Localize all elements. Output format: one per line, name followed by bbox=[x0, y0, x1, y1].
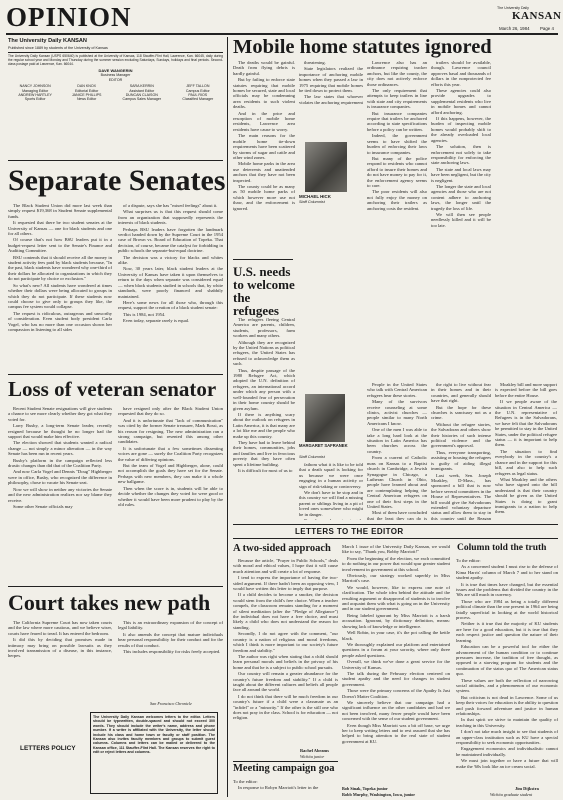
staff-cell: Assistant Editor bbox=[129, 88, 155, 93]
staff-cell: Campus Editor bbox=[185, 88, 210, 93]
editorial-headline: Separate Senates bbox=[8, 164, 226, 197]
paragraph: Neither is it true that the majority of KU students are here for a good education, but it is true that they each respect justice and question the nature of their learning. bbox=[456, 621, 558, 643]
paragraph: The longer the state and local agencies and those who are not content adhere to anchoring laws, the longer until the tragedy the loss of life. bbox=[431, 183, 491, 211]
letter-headline: Meeting campaign goa bbox=[233, 763, 335, 774]
paragraph: Well Robin, in your case, it's the pot calling the kettle black. bbox=[342, 630, 450, 641]
editorial-headline: Court takes new path bbox=[8, 590, 211, 615]
columnist-title: Staff Columnist bbox=[299, 455, 325, 459]
biz-title: Business Manager bbox=[100, 73, 131, 78]
columnist-photo bbox=[305, 142, 347, 192]
paper-name: KANSAN bbox=[512, 10, 562, 22]
paragraph: It requested that there be two student senates at the University of Kansas — one for black students and one for all others. bbox=[8, 220, 112, 237]
editorial-body-col2 bbox=[118, 203, 223, 353]
staff-cell: ANDREW HARTLEY bbox=[18, 92, 52, 97]
letter-body bbox=[456, 558, 558, 784]
paragraph: The deaths would be gainful. Death from flying debris is hardly gainful. bbox=[233, 60, 295, 76]
letters-policy-text: The University Daily Kansan welcomes letters to the editor. Letters should be typewritten, double-spaced and should not exceed 300 words. They should include the writer's name, address and phone number. If a writer is affiliated with the University, the letter should include his class and home town or faculty or staff position. The Kansan also invites faculty members and groups to submit guest columns. Columns and letters can be mailed or delivered to the Kansan office, 111 Stauffer-Flint Hall. The Kansan reserves the right to edit or reject letters and columns. bbox=[93, 715, 215, 755]
letter-signature: Rachel Abrams bbox=[300, 748, 329, 753]
paragraph: This includes responsibility for risks freely accepted. bbox=[123, 649, 221, 655]
paragraph: Those were the primary concerns of the Apathy Is Just Doesn't Matter Coalition. bbox=[342, 688, 450, 699]
staff-box-rule bbox=[8, 52, 223, 53]
paragraph bbox=[299, 518, 363, 520]
paragraph: the right to live without fear in their homes and in their countries, and generally should have that right. bbox=[431, 382, 491, 404]
editorial-headline: Loss of veteran senator bbox=[8, 377, 217, 401]
paper-prefix: The University Daily bbox=[497, 6, 529, 10]
letter-signature: Robb Murphy, Washington, Iowa, junior bbox=[342, 792, 416, 797]
paragraph: The request is ridiculous, outrageous and unworthy of consideration. Even student body president Carla Vogel, who has no more than one occasion shown her compassion in listening to all sides bbox=[8, 310, 112, 332]
paragraph: of a dispute, says she has "mixed feelings" about it. bbox=[123, 203, 218, 208]
paragraph: And now Carla Vogel and Dennis "Doug" Highberger were in office, Busby, who recognized the difference in philosophy, chose to vacate his Senate seat. bbox=[8, 469, 112, 486]
staff-cell: NANCY JOHNSON bbox=[19, 84, 51, 89]
masthead-rule bbox=[6, 33, 558, 35]
issue-date: March 26, 1984 bbox=[499, 26, 530, 31]
paragraph: The decision was a victory for blacks and whites alike. bbox=[118, 254, 223, 266]
letter-signature-sub: Wichita junior bbox=[300, 754, 325, 759]
paragraph: Education can be a powerful tool for either the advancement of the human condition or to continue pressures increase, the tradition of free thought, as opposed to a starving program for students and the continuation of the status quo of The American status quo. bbox=[456, 644, 558, 677]
column-body-col1 bbox=[233, 317, 295, 492]
paragraph: People in the United States who talk with Central American refugees hear these stories. bbox=[367, 382, 427, 398]
paragraph: Secondly, I do not agree with the comment, "our country is a nation of religious and moral freedoms, which I think is more important to our society's future freedom and stability." bbox=[233, 631, 338, 653]
paragraph: March 1 issue of the University Daily Kansan, we would like to say, "Thank you, Bobby Marriott!" bbox=[342, 544, 450, 555]
paragraph: The refugees fleeing Central America are parents, children, students, professors, farm workers and many others. bbox=[233, 317, 295, 339]
paragraph: Because the article, "Prayer in Public Schools," deals with moral and ethical values, I hope that it will cause much attention and will create a lot of response. bbox=[233, 558, 338, 574]
paragraph: So what's new? All students have wondered at times whether their dollars were being allocated to groups in which they do not participate. If these students now could choose to give only to groups they like, the campus fee system would collapse. bbox=[8, 282, 112, 310]
source-credit: San Francisco Chronicle bbox=[150, 701, 192, 706]
divider bbox=[8, 586, 223, 587]
paragraph: The solution, then is enforcement not solely to take responsibility for enforcing the state anchoring laws. bbox=[431, 144, 491, 166]
paragraph: Engagement economics and individualistic cannot be maintained individually. bbox=[456, 746, 558, 757]
staff-cell: Editorial Editor bbox=[74, 88, 99, 93]
paragraph: Being labeled ignorant by Miss Marriott is a harsh accusation. Ignorant, by dictionary definition, means: showing lack of knowledge or intelligence. bbox=[342, 612, 450, 629]
paragraph: Without the refugee stories, the Salvadoran and others show their histories of such intense political violence and the government's approval. bbox=[431, 421, 491, 449]
paragraph: have resigned only after the Black Student Union requested that they do so. bbox=[118, 406, 223, 417]
editorial-body-col2 bbox=[118, 620, 223, 700]
paragraph: Now we will show in neither any victories the Senate and the new administration realizes nor say blame they receive. bbox=[8, 486, 112, 503]
columnist-name: MICHAEL HICK bbox=[299, 194, 331, 199]
paragraph: But the hope for these churches is sanctuary not as a crime. bbox=[431, 404, 491, 421]
paragraph: If a child decides to become a smoker, the decision would stem from the child's free choice. When a teacher compels, the classroom remains standing for a moment of silent meditation (after the "Pledge of Allegiance") the individual does not have a free choice, and must likely a child who does not understand the reason for standing. bbox=[233, 592, 338, 630]
staff-cell: JANICE PHILLIPS bbox=[71, 92, 102, 97]
paragraph: The California Supreme Court has now taken courts and the law where more cautious, and we believe wiser, courts have feared to tread. It has entered the bedroom. bbox=[8, 620, 112, 636]
paragraph: They have had to leave behind their homes, communities, jobs and families and live in ferocious poverty that they have often spent a lifetime building. bbox=[233, 439, 295, 467]
staff-box-heading: The University Daily KANSAN bbox=[8, 38, 87, 44]
paragraph: threatening. bbox=[304, 60, 326, 65]
paragraph: The poor residents will also not fully enjoy the money on anchoring their trailers as anchoring costs the resident. bbox=[367, 189, 427, 211]
paragraph: And in the price and resorption of mobile home residents, Lawrence area residents have cause to worry. bbox=[233, 110, 295, 132]
paragraph: Obviously, our strategy worked superbly in Miss Marriott's case. bbox=[342, 573, 450, 584]
paragraph: Recent Student Senate resignations will give students a chance to see more clearly whether they got what they voted for. bbox=[8, 406, 112, 422]
letter-headline: A two-sided approach bbox=[233, 543, 331, 554]
letters-banner-rule bbox=[233, 524, 558, 525]
paragraph: What surprises us is that this request should come from an organization that supposedly represents the interests of black students. bbox=[118, 209, 223, 226]
paragraph: Here's some news for all those who, through this request, support the creation of a black student senate: bbox=[118, 299, 223, 311]
paragraph: The author was right when stating that a child should learn personal morals and beliefs in the privacy of his home and that he is a subject to public school pursuits. bbox=[233, 653, 338, 670]
letter-body bbox=[233, 558, 338, 746]
paragraph: These agencies could also provide upgrades to supplemental residents who live in mobile homes and cannot afford anchoring. bbox=[431, 88, 491, 115]
paragraph: Busby's platform in the campaign reflected less drastic changes than did that of the Coalition Party. bbox=[8, 457, 112, 469]
page-number: Page 4 bbox=[540, 26, 554, 31]
paragraph: What Moakley and the others who have signed onto the bill understand is that their country should be given as the United States is doing to grant immigrants to a nation to help them. bbox=[495, 476, 557, 515]
paragraph: It is difficult for most of us to bbox=[238, 467, 293, 473]
staff-cell: DAN KNOX bbox=[77, 84, 97, 89]
paragraph: Although they are recognized by the United Nations as political refugees, the United States has refused to acknowledge them as such. bbox=[233, 339, 295, 367]
paragraph: It is unfortunate that a few sometimes dissenting voices are gone — surely the Coalition Party recognizes the value of differing opinions. bbox=[118, 445, 223, 462]
paragraph: Even though Miss Marriott was a bit off base, we urge her to keep writing letters and to rest assured that she has helped to bring attention to the real state of student government at KU. bbox=[342, 722, 450, 744]
divider bbox=[8, 374, 223, 375]
paragraph: Moakley bill and more support is expected before the bill goes before the entire House. bbox=[495, 382, 557, 398]
staff-cell: News Editor bbox=[76, 97, 97, 102]
paragraph: This is an extraordinary expansion of the concept of legal liability. bbox=[118, 620, 223, 631]
paragraph: As a concerned student I must rise to the defense of Kima Harris' column of March 7 and to her stand on student apathy. bbox=[456, 564, 558, 581]
staff-cell: JEFF TALLON bbox=[186, 84, 210, 89]
paragraph: I tend to express the importance of having the two-sided argument. If there hadn't been an opposing view, I would have written this letter to imply that purpose. bbox=[233, 575, 338, 592]
divider bbox=[233, 259, 293, 260]
paragraph: The only requirement that attempts to keep trailers in line with state and city requirements is insurance companies. bbox=[367, 88, 427, 110]
column-body-col2 bbox=[299, 462, 363, 520]
paragraph: We thoroughly explained our platform and entertained questions in a forum at your sorority, where only three people asked questions. bbox=[342, 641, 450, 658]
page-title: OPINION bbox=[6, 2, 132, 32]
staff-cell: Sports Editor bbox=[24, 97, 46, 102]
paragraph: Some other Senate officials may bbox=[13, 503, 73, 509]
column-body-col4 bbox=[431, 382, 491, 520]
editorial-body-col2 bbox=[118, 406, 223, 582]
staff-table bbox=[8, 84, 223, 101]
column-body-col3 bbox=[367, 382, 427, 520]
paragraph: Overall, we think we've done a great service for the University of Kansas. bbox=[342, 659, 450, 670]
letter-signature-sub: Wichita graduate student bbox=[490, 792, 533, 797]
paragraph: Even today, separate rarely is equal. bbox=[123, 318, 190, 324]
paragraph: We don't have to be stop and in this country we will find a missing parent or siblings living in a pit of loved ones somewhere who might be in danger. bbox=[299, 490, 363, 517]
paragraph: The county could be as many as 50 mobile home parks of which however more use not thaw, and the enforcement is ignored. bbox=[233, 183, 295, 211]
paragraph: But insurance companies require that trailers be anchored according to state specifications before a policy can be written. bbox=[367, 110, 427, 132]
paragraph: Perhaps BSU leaders have forgotten the landmark verdict handed down by the Supreme Court in the 1954 case of Brown vs. Board of Education of Topeka. That decision, of course, became the catalyst for forbidding in public schools the separate-but-equal doctrine. bbox=[118, 226, 223, 254]
paragraph: In that spirit we strive to maintain the quality of teaching in this University. bbox=[456, 717, 558, 728]
column-headline: U.S. needs to welcome the refugees bbox=[233, 264, 295, 318]
paragraph: State legislators realized the importance of anchoring mobile homes when they passed a law in 1975 requiring that mobile homes be tied down to protect them. bbox=[299, 66, 363, 94]
paragraph: Those who are 1984 as being a totally different political climate than the one present in 1964 are being fatally superficial in looking at the world historical process. bbox=[456, 598, 558, 621]
letter-signature: Jim Dijkstra bbox=[515, 786, 539, 791]
staff-cell: Managing Editor bbox=[22, 88, 49, 93]
staff-cell: Campus Sales Manager bbox=[122, 97, 162, 102]
divider bbox=[233, 761, 338, 762]
paragraph: From a current of Catholic nuns on Kansas to a Baptist church in Cambridge, a Jewish Synagogue in Chicago, a Lutheran Church in Ohio, people have learned about and are contemplating helping the Central American refugees on one of their first steps in the United States. bbox=[367, 455, 427, 509]
paragraph: But many of the police respond to residents who cannot afford to insure their homes and do not have money to pay for it, the enforcement agency seems to care. bbox=[367, 155, 427, 188]
columnist-name: MARGARET SAFRANEK bbox=[299, 443, 348, 448]
staff-cell: DUNCAN CLAISON bbox=[125, 92, 158, 97]
paragraph: fathom what it is like to be told that a death squad is looking for us because we were once engaging in a human activity or sign of risk-taking or controversy. bbox=[299, 462, 363, 489]
letter-signature: Bob Sinak, Topeka junior bbox=[342, 786, 388, 791]
paragraph: In response to Robyn Marriott's letter in the bbox=[238, 785, 319, 791]
paragraph: To the editor: bbox=[456, 558, 481, 563]
letter-body bbox=[342, 544, 450, 784]
paragraph: We will then see people needlessly killed and it will be too late. bbox=[431, 211, 491, 228]
staff-cell: Classified Manager bbox=[182, 97, 214, 102]
staff-box bbox=[8, 37, 223, 155]
paragraph: We must join together or have a future that will make the '60s look like an ice cream social. bbox=[456, 758, 558, 769]
editorial-body-col1 bbox=[8, 406, 112, 582]
paragraph: The situation to find everybody in the country's a chance and in the support for this bill, and also to help such refugees as legal status. bbox=[495, 448, 557, 476]
paragraph: Mobile home parks in the area use deterrents and unattended anchors that they have not been inspected. bbox=[233, 161, 295, 183]
paragraph: Most of them have concluded that the least they can do is bbox=[367, 510, 427, 520]
paragraph: Our country will remain a greater abundance for the country's future freedom and stability." If a child is taught about the different cultures and beliefs all people face all around the world. bbox=[233, 671, 338, 693]
paragraph: But criticism is not dead in Lawrence. Some of us keep their voices for education is the ability to question and push forward adventure and justice in human relationships. bbox=[456, 694, 558, 716]
staff-cell: PAUL RIOS bbox=[188, 92, 208, 97]
letter-headline: Column told the truth bbox=[457, 543, 547, 553]
paragraph: The Black Student Union did more last week than simply request $19,368 in Student Senate supplemental funds. bbox=[8, 203, 112, 219]
paragraph: The main reasons for the mobile home tie-down requirements have been scattered by storms of sugar and cattle and other wind zones. bbox=[233, 133, 295, 160]
letters-policy-box bbox=[90, 712, 218, 794]
paragraph: But the team of Vogel and Highberger, alone, could not accomplish the goals they have set for the Senate. Perhaps with new members, they can make it a whole new ballgame. bbox=[118, 463, 223, 485]
letters-banner-rule bbox=[233, 538, 558, 539]
columnist-title: Staff Columnist bbox=[299, 200, 325, 204]
paragraph: Of course that's not how BSU leaders put it in a budget-request letter sent to the Senate's Finance and Auditing Committee. bbox=[8, 237, 112, 254]
paragraph: It is true that times have changed, but the essential issues and the problems that divided the country in the '60s are still much in currency. bbox=[456, 581, 558, 598]
paragraph: The law states that whoever violates the anchoring requirement bbox=[299, 94, 363, 105]
column-body-col4 bbox=[431, 60, 491, 275]
column-body-col3 bbox=[367, 60, 427, 275]
column-divider bbox=[227, 37, 228, 797]
editorial-body-col1 bbox=[8, 620, 112, 708]
letter-body bbox=[233, 779, 338, 797]
paragraph: These values are both the reflection of narrowing social attitudes, and a phenomenon of our economic system. bbox=[456, 677, 558, 694]
paragraph: If we people aware of the situation in Central America — the U.N. representative of Refugees is in the Salvadorans, we have felt that the Salvadorans be permitted to stay in the United States, under the political refugee status — it is important to help them. bbox=[495, 399, 557, 448]
column-headline: Mobile home statutes ignored bbox=[233, 36, 492, 58]
paragraph: Thus, everyone transporting, assisting or housing the refugees is guilty of aiding illegal immigrants. bbox=[431, 449, 491, 472]
paragraph: Now, 30 years later, black student leaders at the University of Kansas have taken it upon themselves to return to the days when separate was considered equal — when black students studied in schools that, by white standards, were poorly financed and shabbily maintained. bbox=[118, 266, 223, 299]
editor-title: EDITOR bbox=[108, 78, 123, 83]
paragraph: Larry Busby, a long-term Senate leader, recently resigned because he thought he no longer had the support that would make him effective. bbox=[8, 423, 112, 440]
paragraph: Thus, despite passage of the 1980 Refugee Act, which adopted the U.N. definition of refugees, an international accord under which any person with a well-founded fear of persecution in their home country should be given asylum. bbox=[233, 367, 295, 411]
paragraph: The talk during the February election centered on student apathy and the need for changes in student government. bbox=[342, 670, 450, 687]
paragraph: I don't not take much insight to see that students of an upper-class institution such as KU have a special responsibility to seek economic opportunities. bbox=[456, 729, 558, 745]
paragraph: This is 1984, not 1954. bbox=[123, 311, 166, 317]
divider bbox=[8, 160, 223, 161]
paragraph: From the beginning of the election, we each committed to do nothing in our power that would spur greater student involvement in government at this school. bbox=[342, 555, 450, 572]
publication-notice: The University Daily Kansan (USPS 650640) is published at the University of Kansas, 118 Stauffer-Flint Hall, Lawrence, Kan. 66045, daily during the regular school year and Monday and Thursday during the summer session excluding Saturdays, Sundays, holidays and final periods. Second-class postage paid at Lawrence, Kan. 66044. bbox=[8, 53, 223, 66]
paragraph: One of the men I was able to take a long hard look at the situation in Latin America has been churches across the country. bbox=[367, 427, 427, 454]
paragraph: To the editor: bbox=[233, 779, 258, 784]
column-body-col1 bbox=[233, 60, 295, 275]
paragraph: Lawrence also has an ordinance requiring tracker anchors, but like the county, the city does not actively enforce those ordinances. bbox=[367, 60, 427, 87]
letters-policy-label: LETTERS POLICY bbox=[20, 745, 76, 752]
columnist-photo bbox=[305, 394, 345, 442]
paragraph: Last week, Sen. Joseph Moakley, D-Mass., has sponsored a bill that is now before several committees in the House of Representatives. The bill would give the Salvadorans extended voluntary departure status and allow them to stay in this country until the Reagan bbox=[431, 472, 491, 520]
editor-name: DAVE WANGERIN bbox=[98, 68, 133, 74]
paragraph: We would, however, like to express one note of clarification. The whole idea behind the attitude and the resulting argument or disapproval of students is to involve and acquaint them with what is going on in the University and in our student government. bbox=[342, 584, 450, 612]
paragraph: We sincerely believe that our campaign had a significant influence on the other candidates and had we not been involved, many fewer people would have been concerned with the sense of our student government. bbox=[342, 699, 450, 722]
staff-cell: SARA KERRIN bbox=[129, 84, 154, 89]
paragraph: Many of the survivors receive counseling at some clinics, activist churches — people similar to many North Americans I know. bbox=[367, 399, 427, 426]
paragraph: I do not think that there will be much freedom in our country's future if a child were a classmate as an "infidel" or a "minority." If the other is the still one who does not pray in the class. School is for education — not religion. bbox=[233, 693, 338, 721]
paragraph: If there is anything scary about the outlook on refugees in Latin America, it is that many are a lot like me and the people who make up this country. bbox=[233, 411, 295, 439]
paragraph: If this happens, however, the burden of inspecting mobile homes would probably shift to the already overloaded local agencies. bbox=[431, 116, 491, 143]
paragraph: The state and local laws may have been negligent, but the city is negligent. bbox=[431, 166, 491, 183]
paragraph: Then when the score is in, students will be able to decide whether the changes they voted for were good or whether it would have been more prudent to play by the old rules. bbox=[118, 485, 223, 507]
paragraph: Indeed, the government seems to have shifted the burden of enforcing their laws to insurance companies. bbox=[367, 133, 427, 155]
paragraph: trailers should be available, though. Lawrence council approves basal and thousands of dollars in the nonprotected fee efforts this year. bbox=[431, 60, 491, 87]
letters-banner: LETTERS TO THE EDITOR bbox=[295, 527, 404, 536]
paragraph: It also amends the concept that mature individuals bear personal responsibility for their conduct and for the results of that conduct. bbox=[118, 631, 223, 648]
paragraph: And it is unfortunate that "lack of communication" was cited by the former Senate treasurer, Mark Bossi, as his reason for resigning. The new administration ran a strong campaign, but resented this among other candidates. bbox=[118, 417, 223, 445]
paragraph: The election showed that students wanted a radical change — not simply a minor alteration — in the way Senate has been run in recent years. bbox=[8, 440, 112, 457]
editorial-body-col1 bbox=[8, 203, 112, 353]
paragraph: But by failing to enforce state statutes requiring that mobile homes be secured, state and local officials may be condemning area residents to such violent deaths. bbox=[233, 77, 295, 110]
paragraph: BSU contends that it should receive all the money in student activity fees paid by black students because, "In the past, black students have wondered why one-third of their dollars be allocated to organizations in which they do not participate by choice or exclusion." bbox=[8, 254, 112, 282]
paragraph: It did this by deciding that promises made in intimacy may bring on possible lawsuits as they involved transmission of a disease, in this instance, herpes. bbox=[8, 637, 112, 659]
column-body-col2 bbox=[299, 60, 363, 142]
staff-box-subheading: Published since 1889 by students of the University of Kansas bbox=[8, 46, 108, 50]
staff-row bbox=[8, 97, 223, 101]
column-body-col5 bbox=[495, 382, 557, 520]
